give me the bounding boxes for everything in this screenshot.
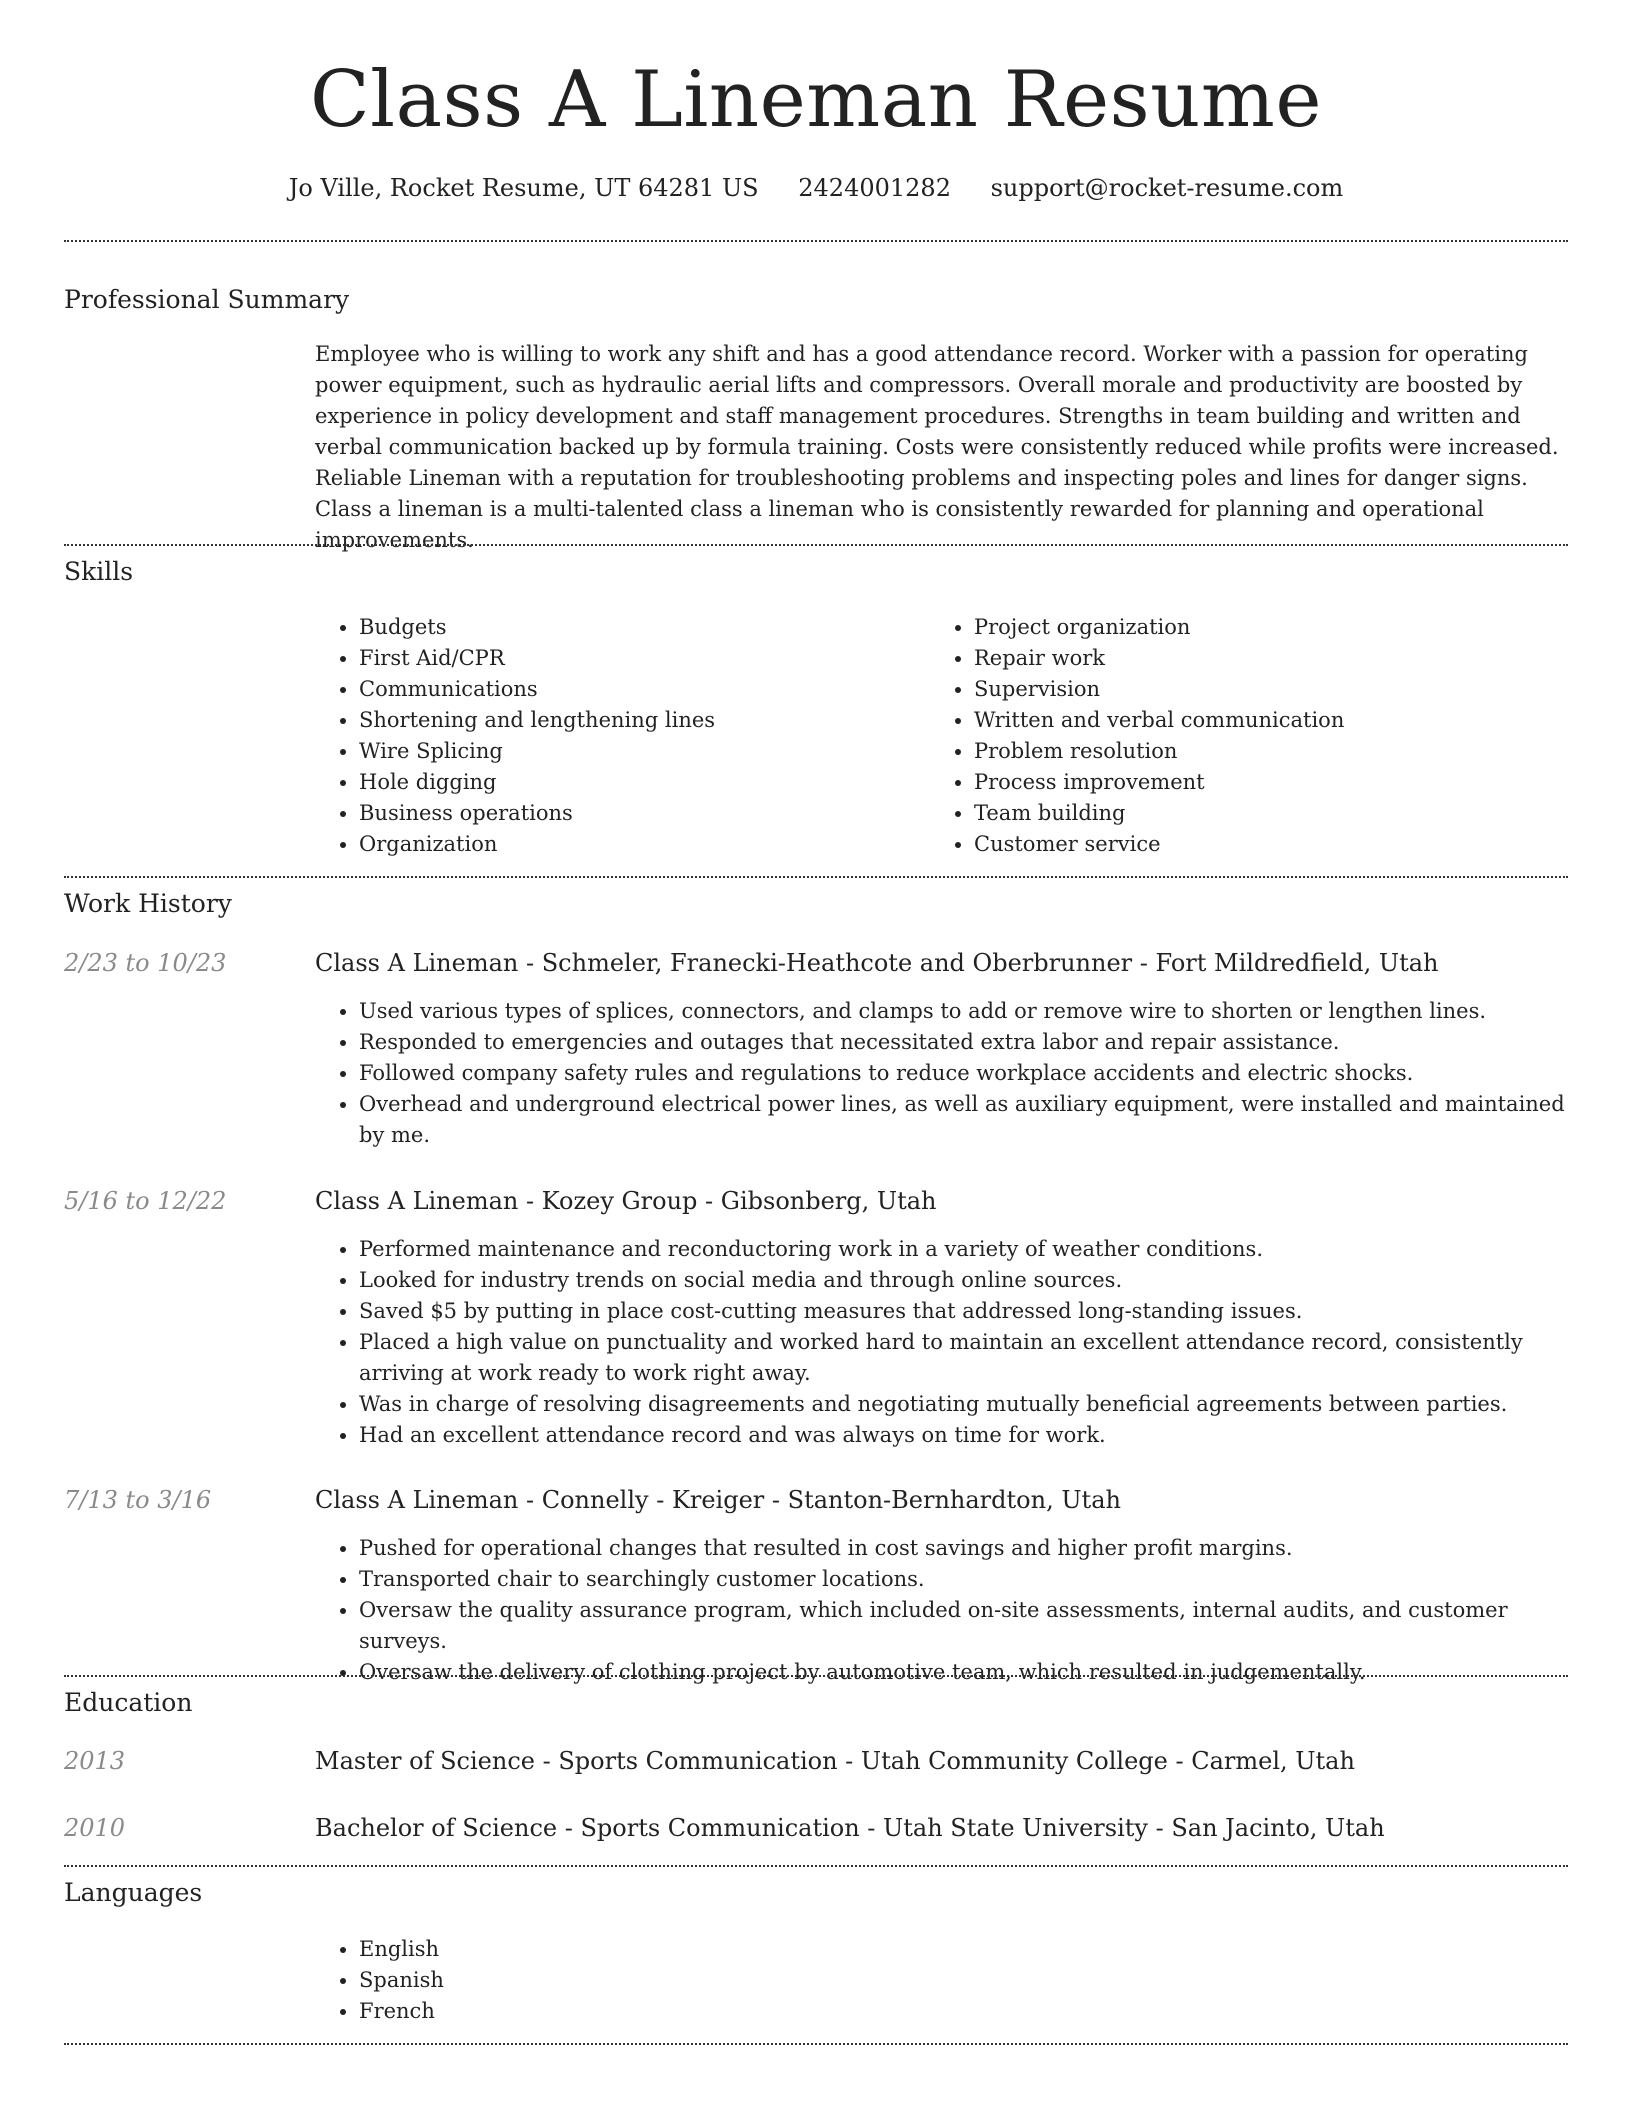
job-duty-item: • Overhead and underground electrical power lines, as well as auxiliary equipment, were installed and maintained by me. [359, 1089, 1565, 1151]
education-year: 2013 [64, 1747, 126, 1775]
job-duty-item: • Used various types of splices, connectors, and clamps to add or remove wire to shorten or lengthen lines. [359, 996, 1565, 1027]
job-duty-item: • Performed maintenance and reconductoring work in a variety of weather conditions. [359, 1234, 1565, 1265]
section-divider [64, 1675, 1568, 1677]
skill-item: • Budgets [359, 612, 915, 643]
job-duty-item: • Placed a high value on punctuality and worked hard to maintain an excellent attendance record, consistently arriving at work ready to work right away. [359, 1327, 1565, 1389]
skill-item: • Communications [359, 674, 915, 705]
job-duty-item: • Oversaw the delivery of clothing project by automotive team, which resulted in judgementally. [359, 1657, 1565, 1688]
skill-item: • Process improvement [974, 767, 1560, 798]
skill-item: • Project organization [974, 612, 1560, 643]
job-duty-item: • Followed company safety rules and regulations to reduce workplace accidents and electric shocks. [359, 1058, 1565, 1089]
job-duties [315, 996, 1565, 1151]
skill-item: • Wire Splicing [359, 736, 915, 767]
skill-item: • Hole digging [359, 767, 915, 798]
education-year: 2010 [64, 1814, 126, 1842]
job-duties [315, 1533, 1565, 1688]
skills-column-left [315, 612, 915, 860]
skill-item: • Organization [359, 829, 915, 860]
section-divider [64, 2043, 1568, 2045]
job-duty-item: • Looked for industry trends on social media and through online sources. [359, 1265, 1565, 1296]
language-item: • English [359, 1934, 1565, 1965]
skill-item: • Supervision [974, 674, 1560, 705]
languages-list [315, 1934, 1565, 2027]
job-duty-item: • Pushed for operational changes that resulted in cost savings and higher profit margins. [359, 1533, 1565, 1564]
job-heading: Class A Lineman - Schmeler, Franecki-Heathcote and Oberbrunner - Fort Mildredfield, Utah [315, 949, 1439, 977]
contact-phone: 2424001282 [798, 174, 951, 202]
skill-item: • Business operations [359, 798, 915, 829]
job-dates: 2/23 to 10/23 [64, 949, 227, 977]
contact-line [0, 170, 1632, 206]
skills-heading: Skills [64, 557, 134, 586]
skill-item: • Team building [974, 798, 1560, 829]
skill-item: • Problem resolution [974, 736, 1560, 767]
work-history-heading: Work History [64, 889, 232, 918]
summary-heading: Professional Summary [64, 285, 350, 314]
skills-column-right [930, 612, 1560, 860]
job-duty-item: • Was in charge of resolving disagreements and negotiating mutually beneficial agreements between parties. [359, 1389, 1565, 1420]
resume-title: Class A Lineman Resume [309, 55, 1322, 145]
skill-item: • Repair work [974, 643, 1560, 674]
job-duty-item: • Oversaw the quality assurance program, which included on-site assessments, internal audits, and customer surveys. [359, 1595, 1565, 1657]
contact-email: support@rocket-resume.com [990, 174, 1344, 202]
language-item: • Spanish [359, 1965, 1565, 1996]
job-duty-item: • Saved $5 by putting in place cost-cutting measures that addressed long-standing issues. [359, 1296, 1565, 1327]
education-degree: Bachelor of Science - Sports Communication - Utah State University - San Jacinto, Utah [315, 1814, 1385, 1842]
job-duties [315, 1234, 1565, 1451]
section-divider [64, 544, 1568, 546]
skill-item: • Customer service [974, 829, 1560, 860]
skill-item: • Written and verbal communication [974, 705, 1560, 736]
section-divider [64, 876, 1568, 878]
summary-text: Employee who is willing to work any shift and has a good attendance record. Worker with a passion for operating power equipment, such as hydraulic aerial lifts and compressors. Overall morale and productivity are boosted by experience in policy development and staff management procedures. Strengths in team building and written and verbal communication backed up by formula training. Costs were consistently reduced while profits were increased. Reliable Lineman with a reputation for troubleshooting problems and inspecting poles and lines for danger signs. Class a lineman is a multi-talented class a lineman who is consistently rewarded for planning and operational improvements. [315, 342, 1559, 552]
section-divider [64, 240, 1568, 242]
contact-address: Jo Ville, Rocket Resume, UT 64281 US [288, 174, 759, 202]
skill-item: • First Aid/CPR [359, 643, 915, 674]
section-divider [64, 1865, 1568, 1867]
job-heading: Class A Lineman - Kozey Group - Gibsonberg, Utah [315, 1187, 937, 1215]
education-degree: Master of Science - Sports Communication - Utah Community College - Carmel, Utah [315, 1747, 1355, 1775]
skill-item: • Shortening and lengthening lines [359, 705, 915, 736]
job-duty-item: • Transported chair to searchingly customer locations. [359, 1564, 1565, 1595]
education-heading: Education [64, 1688, 193, 1717]
languages-heading: Languages [64, 1878, 203, 1907]
job-heading: Class A Lineman - Connelly - Kreiger - Stanton-Bernhardton, Utah [315, 1486, 1121, 1514]
job-dates: 5/16 to 12/22 [64, 1187, 227, 1215]
job-dates: 7/13 to 3/16 [64, 1486, 212, 1514]
language-item: • French [359, 1996, 1565, 2027]
job-duty-item: • Responded to emergencies and outages that necessitated extra labor and repair assistance. [359, 1027, 1565, 1058]
job-duty-item: • Had an excellent attendance record and was always on time for work. [359, 1420, 1565, 1451]
